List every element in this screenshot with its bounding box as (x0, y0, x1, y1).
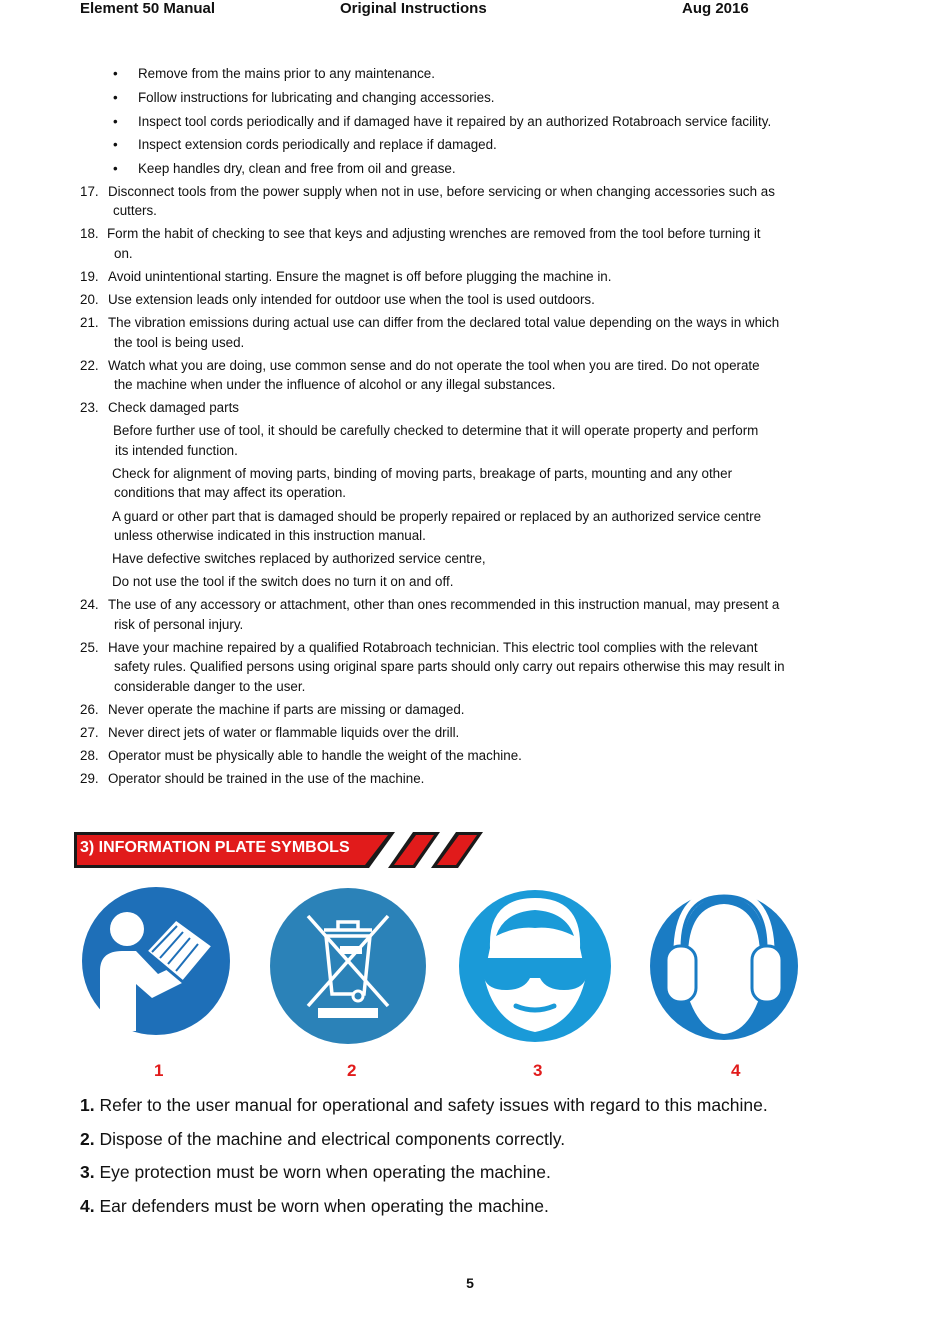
bullet-dot-icon: • (113, 161, 118, 177)
bullet-dot-icon: • (113, 113, 118, 129)
symbol-legend (80, 1093, 900, 1227)
legend-row: 2. Dispose of the machine and electrical components correctly. (80, 1128, 566, 1149)
header-manual-title: Element 50 Manual (80, 0, 216, 17)
symbol-icons-row (0, 886, 950, 1046)
page-header (0, 0, 950, 22)
legend-row: 3. Eye protection must be worn when operating the machine. (80, 1162, 551, 1182)
symbol-number: 3 (533, 1061, 543, 1080)
bullet-dot-icon: • (113, 66, 118, 81)
instructions-body (80, 64, 880, 792)
eye-protection-icon (458, 886, 612, 1046)
numbered-item-22: 22. Watch what you are doing, use common sense and do not operate the tool when you are tired. Do not operate the machine when under the influence of alcohol or any illegal substances. (80, 357, 760, 393)
sub-paragraph: Have defective switches replaced by authorized service centre, (112, 551, 486, 567)
numbered-item-20: 20. Use extension leads only intended for outdoor use when the tool is used outdoors. (80, 291, 595, 307)
numbered-item-19: 19. Avoid unintentional starting. Ensure the magnet is off before plugging the machine in. (80, 268, 612, 284)
numbered-item-27: 27. Never direct jets of water or flammable liquids over the drill. (80, 725, 460, 741)
bullet-item: • Keep handles dry, clean and free from oil and grease. (80, 159, 880, 179)
numbered-item-24: 24. The use of any accessory or attachment, other than ones recommended in this instruction manual, may present a risk of personal injury. (80, 597, 780, 632)
symbol-number: 2 (347, 1061, 357, 1080)
numbered-item-17: 17. Disconnect tools from the power supply when not in use, before servicing or when changing accessories such as cutters. (80, 183, 775, 219)
numbered-item-29: 29. Operator should be trained in the use of the machine. (80, 771, 425, 787)
numbered-item-21: 21. The vibration emissions during actual use can differ from the declared total value depending on the ways in which the tool is being used. (80, 315, 780, 350)
numbered-item-23: 23. Check damaged parts (80, 400, 240, 416)
bullet-item: • Inspect extension cords periodically and replace if damaged. (80, 135, 880, 155)
sub-paragraph: Check for alignment of moving parts, binding of moving parts, breakage of parts, mounting and any other conditions that may affect its operation. (112, 465, 733, 501)
numbered-item-28: 28. Operator must be physically able to handle the weight of the machine. (80, 748, 522, 764)
section-title: 3) INFORMATION PLATE SYMBOLS (80, 839, 350, 856)
ear-defenders-icon (648, 886, 800, 1046)
bullet-dot-icon: • (113, 137, 118, 153)
sub-paragraph: Before further use of tool, it should be carefully checked to determine that it will operate property and perform its intended function. (113, 423, 759, 458)
header-instructions-label: Original Instructions (340, 0, 487, 17)
legend-row: 4. Ear defenders must be worn when operating the machine. (80, 1195, 549, 1216)
bullet-item: • Inspect tool cords periodically and if damaged have it repaired by an authorized Rotabroach service facility. (80, 112, 880, 132)
symbol-number: 1 (154, 1061, 164, 1080)
numbered-item-26: 26. Never operate the machine if parts are missing or damaged. (80, 702, 465, 717)
read-manual-icon (80, 886, 232, 1036)
numbered-item-18: 18. Form the habit of checking to see that keys and adjusting wrenches are removed from the tool before turning it on. (80, 226, 761, 261)
numbered-item-25: 25. Have your machine repaired by a qualified Rotabroach technician. This electric tool complies with the relevant safety rules. Qualified persons using original spare parts should only carry out repairs otherwise this may result in considerable danger to the user. (80, 639, 785, 694)
bullet-dot-icon: • (113, 89, 118, 105)
sub-paragraph: A guard or other part that is damaged should be properly repaired or replaced by an authorized service centre unless otherwise indicated in this instruction manual. (112, 508, 762, 544)
weee-crossed-bin-icon (268, 886, 428, 1046)
sub-paragraph: Do not use the tool if the switch does no turn it on and off. (112, 574, 454, 590)
page-number: 5 (466, 1275, 474, 1291)
bullet-item: • Follow instructions for lubricating and changing accessories. (80, 88, 880, 108)
bullet-item: • Remove from the mains prior to any maintenance. (80, 64, 880, 84)
legend-row: 1. Refer to the user manual for operational and safety issues with regard to this machine. (80, 1095, 768, 1115)
symbol-number: 4 (731, 1061, 741, 1080)
header-date: Aug 2016 (682, 0, 749, 17)
